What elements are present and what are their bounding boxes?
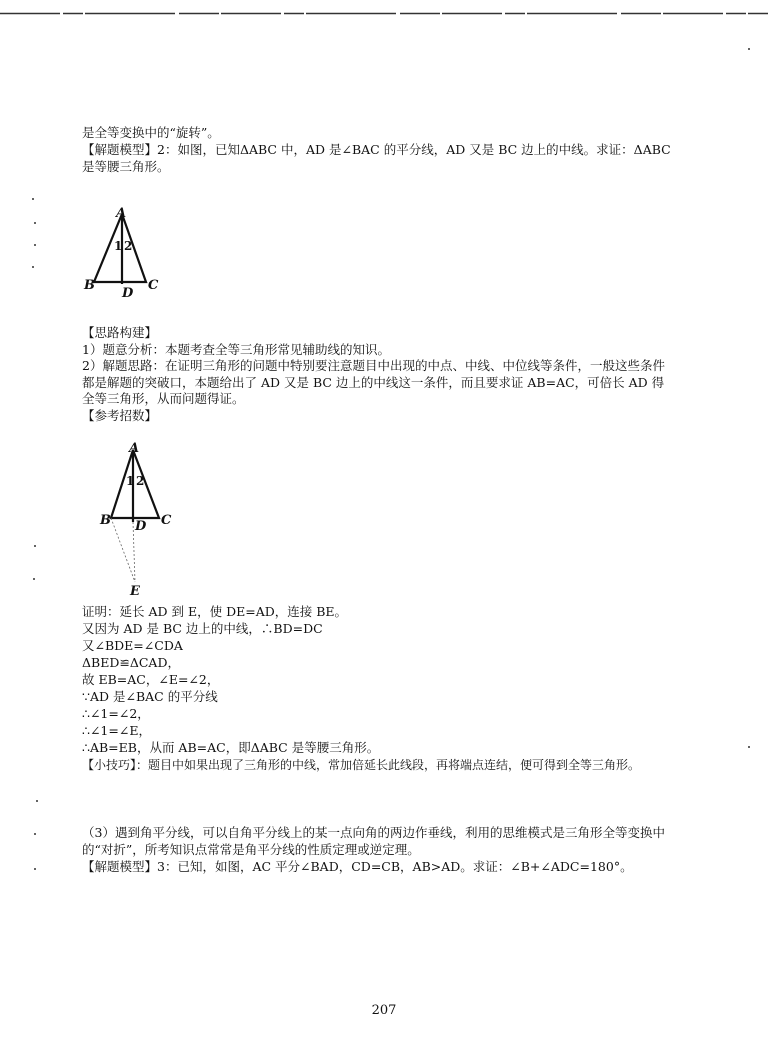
segment-be bbox=[111, 518, 135, 582]
proof-line-2: 又因为 AD 是 BC 边上的中线，∴BD=DC bbox=[82, 621, 323, 636]
proof-line-6: ∵AD 是∠BAC 的平分线 bbox=[82, 689, 218, 704]
triangle-figure-1 bbox=[80, 200, 180, 310]
scan-speck bbox=[34, 833, 36, 835]
label-a: A bbox=[129, 441, 140, 456]
section-3-text: （3）遇到角平分线，可以自角平分线上的某一点向角的两边作垂线，利用的思维模式是三角形全等变换中的“对折”，所考知识点常常是角平分线的性质定理或逆定理。 bbox=[82, 825, 665, 857]
proof-line-1: 证明：延长 AD 到 E，使 DE=AD，连接 BE。 bbox=[82, 604, 348, 619]
scan-speck bbox=[748, 746, 750, 748]
scan-speck bbox=[34, 868, 36, 870]
label-angle-2: 2 bbox=[124, 239, 133, 253]
model2-statement-cont: 是等腰三角形。 bbox=[82, 159, 170, 174]
label-c: C bbox=[148, 278, 159, 293]
label-c: C bbox=[161, 513, 172, 528]
proof-line-3: 又∠BDE=∠CDA bbox=[82, 638, 183, 653]
label-b: B bbox=[84, 278, 95, 293]
model3-statement: 【解题模型】3：已知，如图，AC 平分∠BAD，CD=CB，AB>AD。求证：∠B+∠ADC=180°。 bbox=[82, 859, 633, 874]
label-a: A bbox=[116, 206, 127, 221]
label-b: B bbox=[100, 513, 111, 528]
tip-line: 【小技巧】：题目中如果出现了三角形的中线，常加倍延长此线段，再将端点连结，便可得到全等三角形。 bbox=[82, 758, 641, 772]
label-angle-2: 2 bbox=[136, 474, 145, 488]
proof-line-9: ∴AB=EB，从而 AB=AC，即ΔABC 是等腰三角形。 bbox=[82, 740, 380, 755]
reference-heading: 【参考招数】 bbox=[82, 408, 158, 423]
triangle-figure-2 bbox=[95, 440, 205, 600]
scan-speck bbox=[32, 198, 34, 200]
page-number: 207 bbox=[371, 1003, 397, 1018]
label-d: D bbox=[135, 519, 147, 534]
scan-speck bbox=[36, 800, 38, 802]
scan-speck bbox=[748, 48, 750, 50]
idea-analysis: 1）题意分析：本题考查全等三角形常见辅助线的知识。 bbox=[82, 342, 390, 357]
proof-line-4: ΔBED≌ΔCAD， bbox=[82, 655, 180, 670]
label-angle-1: 1 bbox=[126, 474, 135, 488]
scan-border-line bbox=[0, 12, 768, 15]
label-angle-1: 1 bbox=[114, 239, 123, 253]
proof-line-8: ∴∠1=∠E， bbox=[82, 723, 151, 738]
label-d: D bbox=[122, 286, 134, 301]
proof-line-5: 故 EB=AC，∠E=∠2， bbox=[82, 672, 220, 687]
idea-approach: 2）解题思路：在证明三角形的问题中特别要注意题目中出现的中点、中线、中位线等条件，一般这些条件都是解题的突破口，本题给出了 AD 又是 BC 边上的中线这一条件，而且要求证 AB=AC，可倍长 AD 得全等三角形，从而问题得证。 bbox=[82, 358, 665, 406]
scan-speck bbox=[32, 266, 34, 268]
scan-speck bbox=[34, 222, 36, 224]
idea-heading: 【思路构建】 bbox=[82, 325, 158, 340]
scan-speck bbox=[34, 244, 36, 246]
intro-line: 是全等变换中的“旋转”。 bbox=[82, 125, 220, 140]
scan-speck bbox=[34, 545, 36, 547]
label-e: E bbox=[130, 584, 140, 599]
proof-line-7: ∴∠1=∠2， bbox=[82, 706, 150, 721]
triangle-abc-2 bbox=[111, 450, 159, 522]
scan-speck bbox=[33, 578, 35, 580]
model2-statement: 【解题模型】2：如图，已知ΔABC 中，AD 是∠BAC 的平分线，AD 又是 BC 边上的中线。求证：ΔABC bbox=[82, 142, 671, 157]
